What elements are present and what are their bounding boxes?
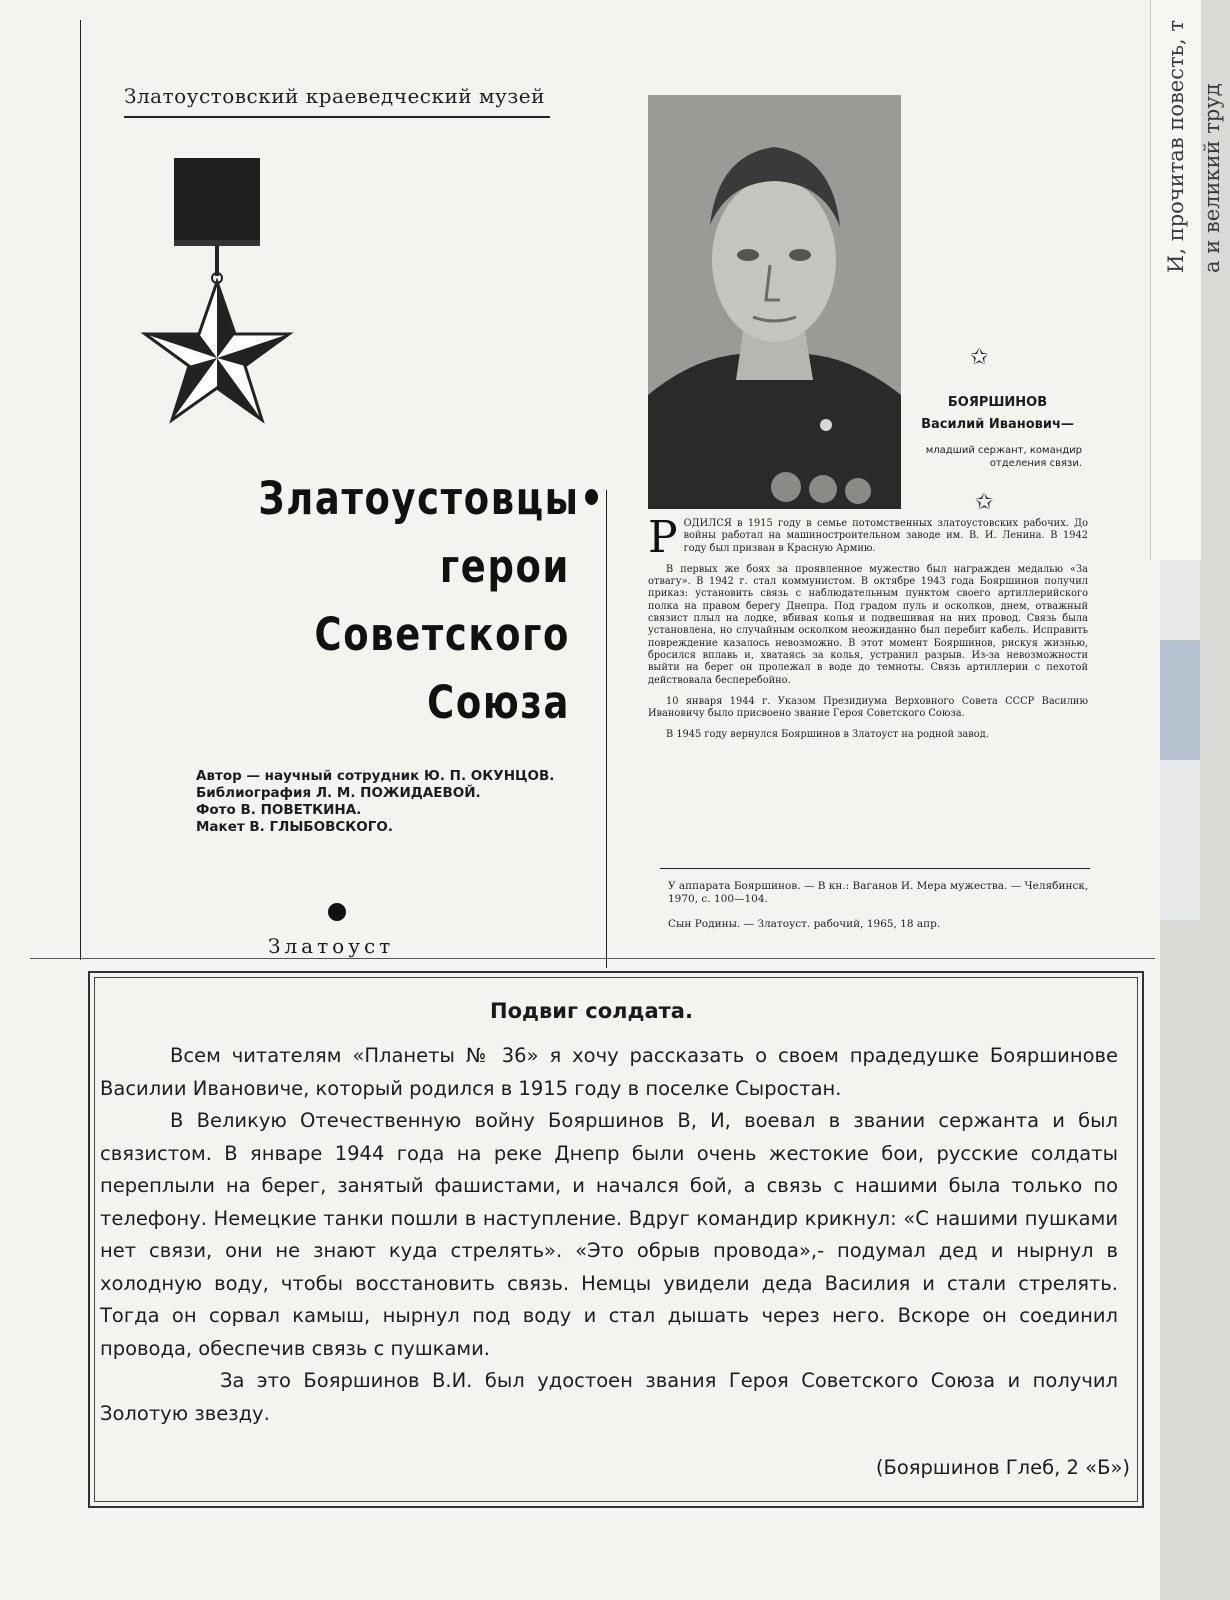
essay-paragraph: Всем читателям «Планеты № 36» я хочу рассказать о своем прадедушке Бояршинове Василии Ивановиче, который родился в 1915 году в поселке Сыростан. <box>100 1044 1118 1100</box>
star-ornament-icon: ✩ <box>970 345 989 370</box>
bio-paragraph: 10 января 1944 г. Указом Президиума Верховного Совета СССР Василию Ивановичу было присвоено звание Героя Советского Союза. <box>648 695 1088 720</box>
hero-star-medal-icon <box>142 158 292 468</box>
essay-signature: (Бояршинов Глеб, 2 «Б») <box>875 1456 1130 1479</box>
essay-body <box>100 1040 1118 1430</box>
hero-rank: младший сержант, командир отделения связи. <box>925 445 1082 469</box>
left-border-line <box>80 20 81 960</box>
bio-text-1: ОДИЛСЯ в 1915 году в семье потомственных златоустовских рабочих. До войны работал на машиностроительном заводе им. В. И. Ленина. В 1942 году был призван в Красную Армию. <box>683 518 1088 554</box>
background-strip <box>1160 640 1200 760</box>
portrait-illustration <box>648 95 901 509</box>
bibliography-refs <box>668 880 1098 943</box>
page-fold-line <box>30 958 1155 959</box>
credits-block <box>196 768 576 836</box>
title-line-3: Советского <box>314 608 570 661</box>
drop-cap: Р <box>648 512 678 563</box>
background-sheet-text <box>1158 20 1224 273</box>
hero-surname: БОЯРШИНОВ <box>947 395 1048 410</box>
hero-given-name: Василий Иванович— <box>921 417 1074 432</box>
title-line-2: герои <box>439 540 570 593</box>
background-strip <box>1160 560 1200 640</box>
main-title <box>258 465 605 737</box>
essay-paragraph: В Великую Отечественную войну Бояршинов В, И, воевал в звании сержанта и был связистом. В январе 1944 года на реке Днепр были очень жестокие бои, русские солдаты переплыли на берег, занятый фашистами, и начался бой, а связь с нашими была только по телефону. Немецкие танки пошли в наступление. Вдруг командир крикнул: «С нашими пушками нет связи, они не знают куда стрелять». «Это обрыв провода»,- подумал дед и нырнул в холодную воду, чтобы восстановить связь. Немцы увидели деда Василия и стали стрелять. Тогда он сорвал камыш, нырнул под воду и стал дышать через него. Вскоре он соединил провода, обеспечив связь с пушками. <box>100 1109 1118 1360</box>
bio-paragraph <box>648 512 1088 563</box>
bullet-dot <box>328 903 346 921</box>
museum-underline <box>124 116 550 118</box>
bio-paragraph: В первых же боях за проявленное мужество был награжден медалью «За отвагу». В 1942 г. стал коммунистом. В октябре 1943 года Бояршинов получил приказ: установить связь с наблюдательным пунктом своего артиллерийского полка на правом берегу Днепра. Под градом пуль и осколков, днем, отважный связист плыл на лодке, вбивая колья и подвешивая на них провод. Связь была установлена, но случайным осколком неожиданно был перебит кабель. Исправить повреждение казалось невозможно. В этот момент Бояршинов, рискуя жизнью, бросился вплавь и, хватаясь за колья, устранил разрыв. Из-за невозможности выйти на берег он пролежал в воде до темноты. Связь артиллерии с пехотой действовала бесперебойно. <box>648 563 1088 686</box>
credit-bibliography: Библиография Л. М. ПОЖИДАЕВОЙ. <box>196 785 481 801</box>
essay-title: Подвиг солдата. <box>490 999 693 1023</box>
museum-header: Златоустовский краеведческий музей <box>124 84 545 108</box>
hero-portrait-photo <box>648 95 901 509</box>
ref-item: Сын Родины. — Златоуст. рабочий, 1965, 18 апр. <box>668 918 941 930</box>
credit-photo: Фото В. ПОВЕТКИНА. <box>196 802 362 818</box>
title-line-1: Златоустовцы• <box>258 472 605 525</box>
background-line-2: а и великий труд <box>1200 83 1224 273</box>
refs-divider <box>660 868 1090 869</box>
background-line-1: И, прочитав повесть, т <box>1164 20 1188 273</box>
essay-paragraph: За это Бояршинов В.И. был удостоен звания Героя Советского Союза и получил Золотую звезду. <box>100 1369 1118 1425</box>
background-strip <box>1160 760 1200 920</box>
column-divider <box>606 490 607 968</box>
credit-author: Автор — научный сотрудник Ю. П. ОКУНЦОВ. <box>196 768 555 784</box>
city-name: Златоуст <box>268 934 395 958</box>
star-ornament-icon: ✩ <box>975 490 994 515</box>
bio-paragraph: В 1945 году вернулся Бояршинов в Златоуст на родной завод. <box>666 729 989 741</box>
biography <box>648 512 1088 751</box>
hero-name-block <box>905 392 1090 436</box>
title-line-4: Союза <box>427 676 570 729</box>
credit-layout: Макет В. ГЛЫБОВСКОГО. <box>196 819 393 835</box>
ref-item: У аппарата Бояршинов. — В кн.: Ваганов И. Мера мужества. — Челябинск, 1970, с. 100—104. <box>668 880 1089 905</box>
